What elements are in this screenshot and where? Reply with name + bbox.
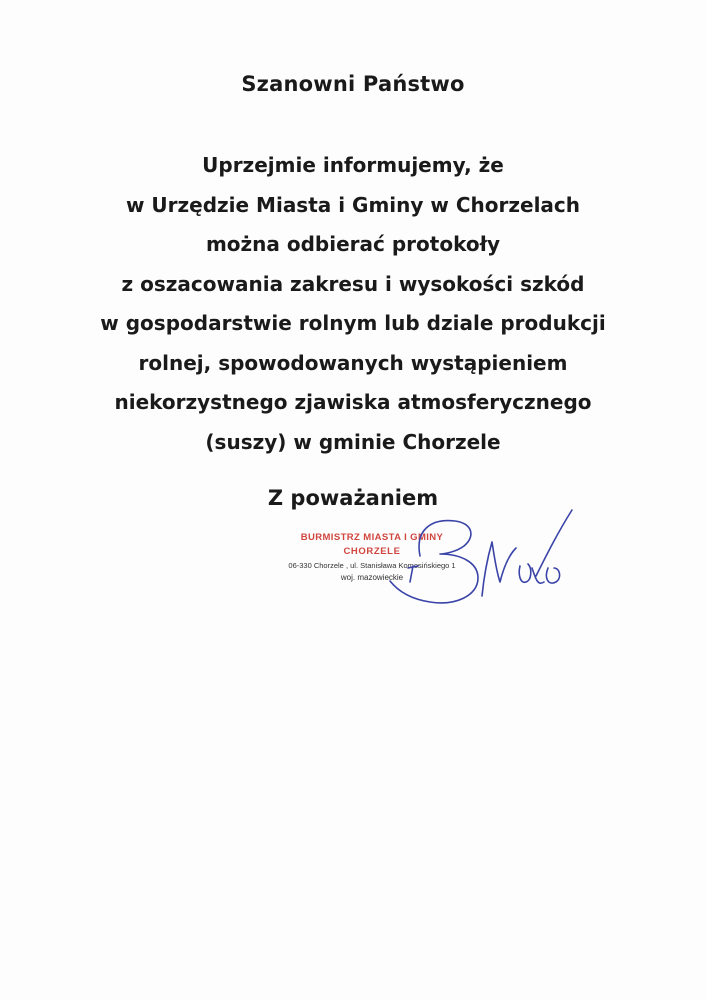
stamp-town: CHORZELE [343,546,401,557]
handwritten-signature [360,496,590,616]
closing: Z poważaniem [267,486,439,510]
body-line: w Urzędzie Miasta i Gminy w Chorzelach [125,192,581,217]
body-line: można odbierać protokoły [205,232,501,256]
body-line: z oszacowania zakresu i wysokości szkód [121,271,585,296]
body-line: (suszy) w gminie Chorzele [205,429,501,454]
stamp-region: woj. mazowieckie [340,573,404,582]
body-line: Uprzejmie informujemy, że [202,153,504,177]
stamp-title: BURMISTRZ MIASTA I GMINY [300,532,444,543]
body-line: niekorzystnego zjawiska atmosferycznego [114,390,592,414]
stamp-address: 06-330 Chorzele , ul. Stanisława Komosińskiego 1 [288,561,456,570]
body-line: w gospodarstwie rolnym lub dziale produkcji [100,311,606,335]
body-line: rolnej, spowodowanych wystąpieniem [138,350,568,375]
greeting: Szanowni Państwo [241,72,465,96]
letter-body [0,146,706,462]
